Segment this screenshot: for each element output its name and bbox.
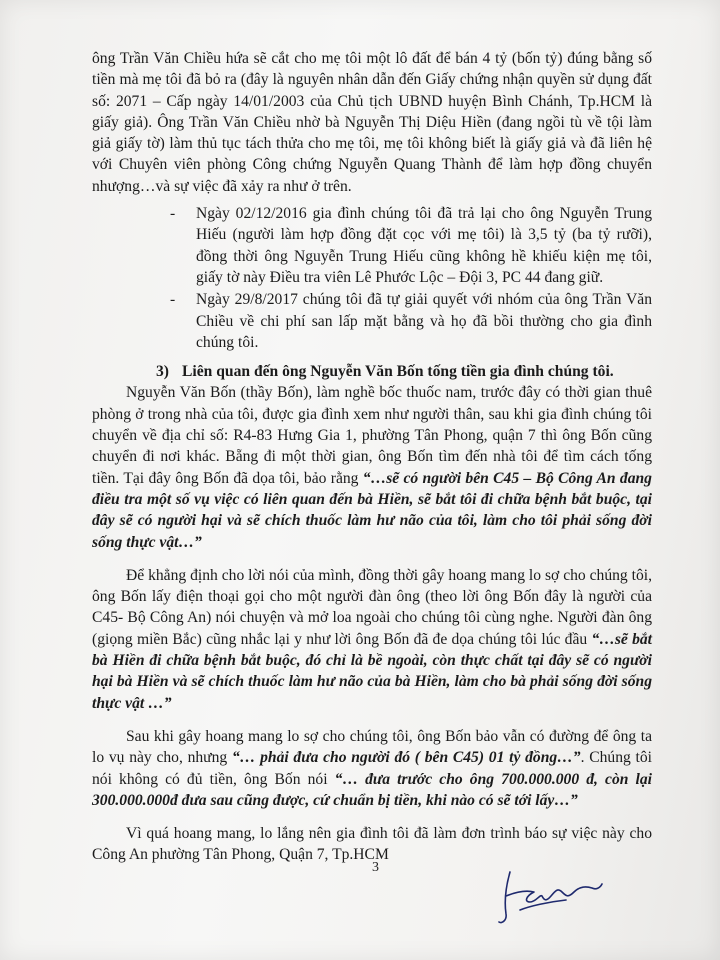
paragraph-text: . Chúng tôi nói không có đủ tiền, ông Bốn nói [92, 749, 652, 788]
section-heading [156, 361, 652, 382]
section-title: Liên quan đến ông Nguyễn Văn Bốn tống tiền gia đình chúng tôi. [182, 363, 614, 381]
bullet-list [92, 203, 652, 353]
paragraph-text: Nguyễn Văn Bốn (thầy Bốn), làm nghề bốc thuốc nam, trước đây có thời gian thuê phòng ở trong nhà của tôi, được gia đình xem như người thân, sau khi gia đình chúng tôi chuyển về địa chỉ số: R4-83 Hưng Gia 1, phường Tân Phong, quận 7 thì ông Bốn cũng chuyển đi nơi khác. Bẵng đi một thời gian, ông Bốn tìm đến nhà tôi để tìm cách tống tiền. Tại đây ông Bốn đã dọa tôi, bảo rằng [92, 384, 652, 487]
paragraph-text: Sau khi gây hoang mang lo sợ cho chúng tôi, ông Bốn bảo vẫn có đường để ông ta lo vụ này cho, nhưng [92, 727, 652, 767]
bullet-item-settlement: - Ngày 29/8/2017 chúng tôi đã tự giải quyết với nhóm của ông Trần Văn Chiều về chi phí san lấp mặt bằng và họ đã bồi thường cho gia đình chúng tôi. [196, 289, 652, 353]
paragraph-report: Vì quá hoang mang, lo lắng nên gia đình tôi đã làm đơn trình báo sự việc này cho Công An phường Tân Phong, Quận 7, Tp.HCM [92, 825, 652, 864]
paragraph-text: Để khẳng định cho lời nói của mình, đồng thời gây hoang mang lo sợ cho chúng tôi, ông Bốn lấy điện thoại gọi cho một người đàn ông (theo lời ông Bốn đây là người của C45- Bộ Công An) nói chuyện và mở loa ngoài cho chúng tôi cùng nghe. Người đàn ông (giọng miền Bắc) cũng nhắc lại y như lời ông Bốn đã đe dọa chúng tôi lúc đầu [92, 566, 652, 648]
section-number: 3) [156, 363, 169, 381]
bullet-item-refund: - Ngày 02/12/2016 gia đình chúng tôi đã trả lại cho ông Nguyễn Trung Hiếu (người làm hợp đồng đặt cọc với mẹ tôi) là 3,5 tỷ (ba tỷ rưỡi), đồng thời ông Nguyễn Trung Hiếu cũng không hề khiếu kiện mẹ tôi, giấy tờ này Điều tra viên Lê Phước Lộc – Đội 3, PC 44 đang giữ. [196, 203, 652, 288]
paragraph-phone-call [92, 565, 652, 714]
threat-quote: “…sẽ bắt bà Hiền đi chữa bệnh bắt buộc, đó chỉ là bề ngoài, còn thực chất tại đây sẽ có người hại bà Hiền và sẽ chích thuốc làm hư não của bà Hiền, làm cho bà phải sống đời sống thực vật …” [92, 630, 652, 712]
paragraph-continuation: ông Trần Văn Chiều hứa sẽ cắt cho mẹ tôi một lô đất để bán 4 tỷ (bốn tỷ) đúng bằng số tiền mà mẹ tôi đã bỏ ra (đây là nguyên nhân dẫn đến Giấy chứng nhận quyền sử dụng đất số: 2071 – Cấp ngày 14/01/2003 của Chủ tịch UBND huyện Bình Chánh, Tp.HCM là giấy giả). Ông Trần Văn Chiều nhờ bà Nguyễn Thị Diệu Hiền (đang ngồi tù về tội làm giả giấy tờ) làm thủ tục tách thửa cho mẹ tôi, mẹ tôi không biết là giấy giả và đã liên hệ với Chuyên viên phòng Công chứng Nguyễn Quang Thành để làm hợp đồng chuyển nhượng…và sự việc đã xảy ra như ở trên. [92, 50, 652, 195]
page-number: 3 [372, 860, 379, 875]
demand-quote: “… đưa trước cho ông 700.000.000 đ, còn lại 300.000.000đ đưa sau cũng được, cứ chuẩn bị tiền, khi nào có sẽ tới lấy…” [92, 770, 652, 809]
demand-quote: “… phải đưa cho người đó ( bên C45) 01 tỷ đồng…” [231, 749, 581, 767]
threat-quote: “…sẽ có người bên C45 – Bộ Công An đang điều tra một số vụ việc có liên quan đến bà Hiền, sẽ bắt tôi đi chữa bệnh bắt buộc, tại đây sẽ có người hại và sẽ chích thuốc làm hư não của tôi, làm cho tôi phải sống đời sống thực vật…” [92, 469, 652, 551]
signature-icon [496, 866, 606, 928]
paragraph-extortion-intro [92, 382, 652, 552]
document-body [92, 48, 652, 866]
paragraph-demand [92, 726, 652, 811]
